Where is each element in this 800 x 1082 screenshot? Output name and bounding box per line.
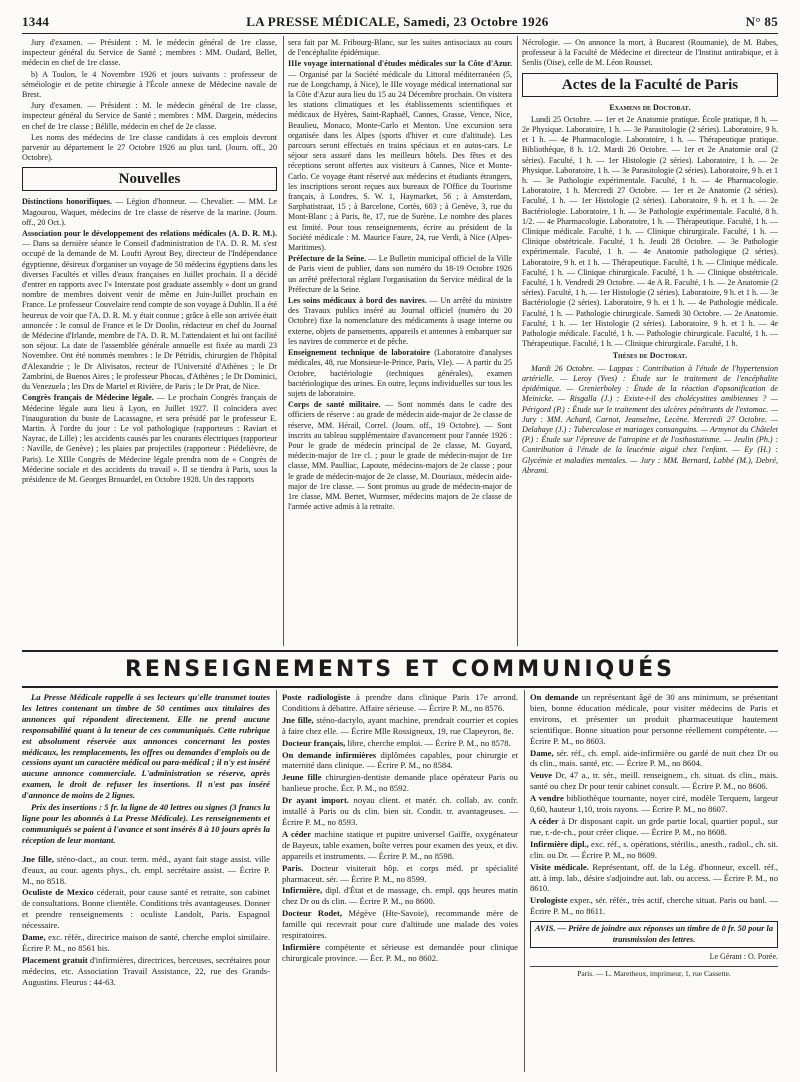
news-item-title: Corps de santé militaire. [288,400,381,410]
column-divider [276,690,277,1072]
news-item-title: Enseignement technique de laboratoire [288,348,430,358]
ads-price: Prix des insertions : 5 fr. la ligne de 40 lettres ou signes (3 francs la ligne pour les abonnés à La Presse Médicale). Les renseignements et communiqués se paient à l'avance et sont insérés 8 à 10 jours après la réception de leur montant. [22,802,270,845]
news-item-title: Association pour le développement des relations médicales (A. D. R. M.). [22,229,277,239]
column-divider [524,690,525,1072]
ad-title: Dame, [530,747,554,758]
thesis-schedule: Mardi 26 Octobre. — Lappas : Contribution à l'étude de l'hypertension artérielle. — Leroy (Yves) : Étude sur le traitement de l'encéphalite épidémique. — Grenierboley : Étude de la réaction d'opsonification de Meinicke. — Risgalla (J.) : Existe-t-il des cholécystites amibiennes ? — Périgord (P.) : Étude sur le traitement des ulcères pénétrants de l'estomac. — Jury : MM. Achard, Carnot, Jeanselme, Lecène. Mercredi 27 Octobre. — Delahaye (J.) : Tuberculose et mariages consanguins. — Armynot du Châtelet (P.) : Étude sur l'épreuve de l'atropine et de l'osthostatisme. — Jeulin (Ph.) : Contribution à l'étude de la leucémie aiguë chez l'enfant. — Ey (H.) : Glycémie et maladies mentales. — Jury : MM. Bernard, Labbé (M.), Debré, Abrami. [522,363,778,475]
ad-title: Visite médicale. [530,861,589,872]
classified-ad [530,839,778,861]
classified-ad [282,829,518,862]
ad-text: chirurgien-dentiste demande place opérateur Paris ou banlieue proche. Écr. P. M., no 8592. [282,772,518,794]
news-item-title: Congrès français de Médecine légale. [22,393,154,403]
ads-column-1 [22,692,270,1072]
ad-text: sér. réf., ch. empl. aide-infirmière ou gardé de nuit chez Dr ou ds clin., mais. santé, etc. — Écrire P. M., no 8604. [530,747,778,769]
column-divider [283,36,284,646]
classified-ad [282,772,518,794]
column-1 [22,38,277,645]
ad-title: Infirmière [282,941,321,952]
classified-ad [22,887,270,931]
ads-column-2 [282,692,518,1072]
news-item [288,400,512,512]
issue-number: N° 85 [745,14,778,29]
ad-title: Infirmière dipl., [530,838,589,849]
classified-ad [282,692,518,714]
ad-text: céderait, pour cause santé et retraite, son cabinet de consultations. Bonne clientèle. Conditions très avantageuses. Donner et prendre renseignements : oculiste Landolt, Paris. Espagnol nécessaire. [22,887,270,931]
classified-ad [530,816,778,838]
ad-text: bibliothèque tournante, noyer ciré, modèle Terquem, largeur 0,60, hauteur 1,10, trois rayons. — Écrire P. M., no 8607. [530,793,778,815]
ad-text: dipl. d'État et de massage, ch. empl. qqs heures matin chez Dr ou ds clin. — Écrire P. M., no 8600. [282,885,518,907]
ad-text: exc. référ., directrice maison de santé, cherche emploi similaire. Écrire P. M., no 8561 bis. [22,932,270,953]
nouvelles-title: Nouvelles [22,167,277,191]
ad-title: Oculiste de Mexico [22,887,94,898]
ad-title: Dr ayant import. [282,795,349,806]
journal-title: LA PRESSE MÉDICALE, Samedi, 23 Octobre 1926 [246,14,549,29]
news-item [22,197,277,228]
exam-schedule: Lundi 25 Octobre. — 1er et 2e Anatomie pratique. École pratique, 8 h. — 2e Physique. Laboratoire, 1 h. — 3e Parasitologie (2 séries). Laboratoire, 9 h. et 1 h. — 4e Pharmacologie. Laboratoire, 1 h. — Thérapeutique pratique. Bibliothèque, 8 h. 1/2. Mardi 26 Octobre. — 1er et 2e Anatomie oral (2 séries). Faculté, 1 h. — 1er Histologie (2 séries). Laboratoire, 1 h. — 2e Physique. Laboratoire, 1 h. — 3e Parasitologie (2 séries). Laboratoire, 9 h. et 1 h. — 3e Pathologie expérimentale. Faculté, 1 h. — 4e Pharmacologie. Laboratoire, 1 h. Mercredi 27 Octobre. — 1er et 2e Anatomie (2 séries). Faculté, 1 h. — 1er Histologie (2 séries). Laboratoire, 9 h. et 1 h. — 2e Bactériologie. Laboratoire, 1 h. — 3e Pathologie expérimentale. Faculté, 8 h. 1/2. — 4e Pharmacologie. Laboratoire, 1 h. — Thérapeutique. Faculté, 1 h. — Clinique médicale. Faculté, 1 h. — Clinique chirurgicale. Faculté, 1 h. — Clinique obstétricale. Faculté, 1 h. Jeudi 28 Octobre. — 3e Pathologie expérimentale. Faculté, 1 h. — 4e Anatomie pathologique (2 séries). Laboratoire, 9 h. et 1 h. — Thérapeutique. Faculté, 1 h. — Clinique médicale. Faculté, 1 h. — Clinique chirurgicale. Faculté, 1 h. — Clinique obstétricale. Faculté, 1 h. Vendredi 29 Octobre. — 4e A R. Faculté, 1 h. — 2e Anatomie (2 séries). Faculté, 1 h. — 1er Histologie (2 séries). Laboratoire, 9 h. et 1 h. — 3e Bactériologie (2 séries). Laboratoire, 9 h. et 1 h. — 4e Pathologie médicale. Faculté, 1 h. — Pathologie chirurgicale. Samedi 30 Octobre. — 2e Anatomie. Faculté, 1 h. — 1er Histologie (2 séries). Laboratoire, 9 h. et 1 h. — 4e Pathologie médicale. Faculté, 1 h. — Pathologie chirurgicale. Faculté, 1 h. — Thérapeutique. Faculté, 1 h. — Clinique chirurgicale. Faculté, 1 h. [522,114,778,349]
ad-text: libre, cherche emploi. — Écrire P. M., no 8578. [347,737,511,748]
news-item-text: sera fait par M. Fribourg-Blanc, sur les suites antisociaux au cours de l'encéphalite épidémique. [288,38,512,58]
news-item [288,348,512,399]
news-item-text: — Organisé par la Société médicale du Littoral méditerranéen (5, rue de Longchamp, à Nice), le IIIe voyage médical international sur la Côte d'Azur aura lieu du 15 au 24 Décembre prochain. On visitera les stations climatiques et les établissements scientifiques et médicaux de Hyères, Saint-Raphaël, Cannes, Grasse, Vence, Nice, Beaulieu, Monaco, Monte-Carlo et Menton. Une excursion sera organisée dans les Alpes (sports d'hiver et cure d'altitude). Les parcours seront effectués en trains spéciaux et en autos-cars. Le séjour sera assuré dans les meilleurs hôtels. Des fêtes et des réceptions seront offertes aux visiteurs à Cannes, Nice et Monte-Carlo. Ce voyage étant réservé aux médecins et étudiants étrangers, les inscriptions seront reçues aux bureaux de l'Office du Tourisme français, à Londres, S. W. 1, Haymarket, 56 ; à Amsterdam, Sarphatistraat, 15 ; à Barcelone, Cortès, 603 ; à Genève, 3, rue du Mont-Blanc ; à Paris, 8e, 17, rue de Surène. Le nombre des places est limité. Pour tous renseignements, écrire au président de la Société médicale : M. Maurice Faure, 24, rue Verdi, à Nice (Alpes-Maritimes). [288,69,512,253]
ad-title: Veuve [530,770,553,781]
ad-title: Jeune fille [282,772,322,783]
ad-title: Urologiste [530,895,568,906]
classified-ad [530,770,778,792]
ad-text: machine statique et pupitre universel Gaiffe, oxygénateur de Bayeux, table examen, boîte verres pour examen des yeux, et div. appareils et instruments. — Écrire P. M., no 8598. [282,828,518,861]
classified-ad [282,715,518,737]
classified-ad [530,862,778,895]
ad-title: Infirmière, [282,885,323,896]
column-2 [288,38,512,645]
news-item [288,59,512,253]
ad-title: Jne fille, [282,714,314,725]
ad-text: à prendre dans clinique Paris 17e arrond. Conditions à débattre. Affaire sérieuse. — Écrire P. M., no 8576. [282,692,518,713]
classified-ad [282,885,518,907]
news-item [288,38,512,58]
ad-title: A céder [282,828,312,839]
classified-ad [282,795,518,828]
ad-text: sténo-dact., au cour. term. méd., ayant fait stage assist. ville d'eaux, au cour. agents phys., ch. empl. secrétaire assist. — Écrire P. M., no 8518. [22,853,270,886]
ad-title: A vendre [530,793,564,804]
classified-ad [282,750,518,772]
ad-title: Jne fille, [22,853,54,864]
ad-text: exper., sér. référ., très actif, cherche situat. Paris ou banl. — Écrire P. M., no 8611. [530,895,778,917]
news-item-text: — Légion d'honneur. — Chevalier. — MM. Le Magourou, Waquet, médecins de 1re classe de réserve de la marine. (Journ. off., 20 Oct.). [22,197,277,227]
ads-column-3 [530,692,778,1074]
classified-ad [22,854,270,887]
ads-intro: La Presse Médicale rappelle à ses lecteurs qu'elle transmet toutes les lettres contenant un timbre de 50 centimes aux titulaires des annonces qui répondent directement. Elle ne prend aucune responsabilité quant à la teneur de ces communiqués. Cette rubrique est absolument réservée aux annonces concernant les postes médicaux, les remplacements, les offres ou demandes d'emplois ou de cessions ayant un caractère médical ou para-médical ; il n'y est inséré aucune annonce commerciale. L'administration se réserve, après examen, le droit de refuser les insertions. Il n'est pas inséré d'annonce de moins de 2 lignes. [22,692,270,801]
ad-title: On demande infirmières [282,749,377,760]
column-divider [517,36,518,646]
ad-text: diplômées capables, pour chirurgie et maternité dans clinique. — Écrire P. M., no 8584. [282,749,518,771]
news-item-text: — Le Bulletin municipal officiel de la Ville de Paris vient de publier, dans son numéro du 18-19 Octobre 1926 un arrêté préfectoral réglant l'organisation du Service médical de la Préfecture de la Seine. [288,254,512,294]
ad-text: Représentant, off. de la Lég. d'honneur, excell. réf., att. à imp. lab., désire s'adjoindre aut. lab. ou access. — Écrire P. M., no 8610. [530,861,778,894]
classified-ad [282,908,518,941]
ad-text: exc. réf., s. opérations, stérilis., anesth., radiol., ch. sit. clin. ou Dr. — Écrire P. M., no 8609. [530,838,778,860]
thesis-subtitle: Thèses de Doctorat. [612,351,688,361]
gerant-line: Le Gérant : O. Porée. [709,952,778,962]
page-number: 1344 [22,14,50,29]
ad-title: On demande [530,692,579,702]
ad-text: sténo-dactylo, ayant machine, prendrait courrier et copies à faire chez elle. — Écrire Mlle Rossigneux, 19, rue Clapeyron, 8e. [282,714,518,736]
news-item-text: — Sont nommés dans le cadre des officiers de réserve : au grade de médecin aide-major de 2e classe de réserve, MM. Hérail, Correl. (Journ. off., 19 Octobre). — Sont inscrits au tableau supplémentaire d'avancement pour l'année 1926 : Pour le grade de médecin principal de 2e classe, M. Guyard, médecin-major de 1re cl. ; pour le grade de médecin-major de 1re classe, MM. Paulliac, Lapoute, médecins-majors de 2e classe ; pour le grade de médecin-major de 2e classe, M. Douriaux, médecin aide-major de 1re classe. — Sont promus au grade de médecin-major de 1re classe, MM. Bertet, Wurmser, médecins majors de 2e classe de l'armée active admis à la retraite. [288,400,512,512]
paragraph: Jury d'examen. — Président : M. le médecin général de 1re classe, inspecteur général du Service de Santé ; membres : MM. Dargein, médecins en chef de 1re classe ; Bélille, médecin en chef de 2e classe. [22,101,277,131]
ad-title: Placement gratuit [22,954,88,965]
ad-text: Docteur visiterait hôp. et corps méd. pr spécialité pharmaceut. sér. — Écrire P. M., no 8599. [282,862,518,884]
news-item [22,393,277,485]
ad-title: Dame, [22,932,46,943]
news-item [288,254,512,295]
ad-text: d'infirmières, directrices, berceuses, secrétaires pour médecins, etc. Association Travail Assistance, 22, rue des Grands-Augustins. Fleurus : 44-63. [22,954,270,987]
ad-text: noyau client. et matér. ch. collab. av. confr. installé à Paris ou ds clin. bien sit. Condit. tr. avantageuses. — Écrire P. M., no 8593. [282,795,518,827]
ad-title: Paris. [282,862,304,873]
ad-title: Poste radiologiste [282,692,351,702]
paragraph: Les noms des médecins de 1re classe candidats à ces emplois devront parvenir au département le 27 Octobre 1926 au plus tard. (Journ. off., 20 Octobre). [22,132,277,163]
classified-ad [282,738,518,749]
news-item-text: (Laboratoire d'analyses médicales, 48, rue Monsieur-le-Prince, Paris, VIe). — A partir du 25 Octobre, bactériologie (techniques générales), examen bactériologique des urines. En outre, leçons individuelles sur tous les sujets de laboratoire. [288,348,512,398]
paragraph: b) A Toulon, le 4 Novembre 1926 et jours suivants : professeur de séméiologie et de petite chirurgie à l'École annexe de Médecine navale de Brest. [22,69,277,100]
news-item [22,229,277,392]
news-item-title: Préfecture de la Seine. [288,254,367,264]
news-item-title: Les soins médicaux à bord des navires. [288,296,427,306]
ad-title: Docteur français, [282,737,346,748]
classified-ad [282,942,518,964]
news-item-title: IIIe voyage international d'études médicales sur la Côte d'Azur. [288,59,512,69]
classified-ad [530,692,778,747]
paragraph: Jury d'examen. — Président : M. le médecin général de 1re classe, inspecteur général du Service de Santé ; membres : MM. Oudard, Bellet, médecin en chef de 1re classe. [22,38,277,68]
page-header [22,10,778,34]
news-item-text: — Un arrêté du ministre des Travaux publics inséré au Journal officiel (numéro du 20 Octobre) fixe la nomenclature des médicaments à usage interne ou externe, objets de pansements, appareils et antennes à embarquer sur les navires de commerce et de pêche. [288,296,512,346]
news-item-title: Distinctions honorifiques. [22,197,112,207]
ad-title: A céder [530,815,559,826]
ad-text: à Dr disposant capit. un grde partie local, quartier popul., sur rue, r.-de-ch., pour créer clique. — Écrire P. M., no 8608. [530,815,778,837]
news-item-text: — Le prochain Congrès français de Médecine légale aura lieu à Lyon, en Juillet 1927. Il coïncidera avec l'inauguration du buste de Lacassagne, et sera présidé par le professeur E. Martin. À l'ordre du jour : Le vol pathologique (rapporteurs : Raviart et Nayrac, de Lille) ; les accidents causés par les courants électriques (rapporteur : Naville, de Genève) ; les plaies par projectiles (rapporteur : Piédelièvre, de Paris). Le XIIIe Congrès de Médecine légale prendra nom de « Congrès de Médecine sociale et des accidents du travail ». Il se tiendra à Paris, sous la présidence de M. Georges Brouardel, en Octobre 1928. Un des rapports [22,393,277,484]
ad-text: Mégève (Hte-Savoie), recommande mère de famille qui recevrait pour cure d'altitude une malade des voies respiratoires. [282,908,518,941]
classified-ad [282,863,518,885]
ad-title: Docteur Rodet, [282,908,342,919]
classified-ad [22,955,270,988]
classified-ad [530,895,778,917]
classified-ad [530,793,778,815]
column-3 [522,38,778,645]
faculty-title: Actes de la Faculté de Paris [522,73,778,97]
classified-ad [530,748,778,770]
ad-text: compétente et sérieuse est demandée pour clinique chirurgicale province. — Écr. P. M., no 8602. [282,941,518,963]
classified-ad [22,932,270,954]
printer-line: Paris. — L. Maretheux, imprimeur, 1, rue Cassette. [530,966,778,980]
news-item [288,296,512,347]
necrology: Nécrologie. — On annonce la mort, à Bucarest (Roumanie), de M. Babes, professeur à la Faculté de Médecine et directeur de l'Institut antirabique, et à Senlis (Oise), celle de M. Léon Rousset. [522,38,778,68]
communiques-banner: RENSEIGNEMENTS ET COMMUNIQUÉS [22,650,778,688]
exam-subtitle: Examens de Doctorat. [609,102,691,112]
avis-box: AVIS. — Prière de joindre aux réponses un timbre de 0 fr. 50 pour la transmission des lettres. [530,921,778,948]
ad-text: Dr, 47 a., tr. sér., meill. renseignem., ch. situat. ds clin., mais. santé ou chez Dr pour tenir cabinet consult. — Écrire P. M., no 8606. [530,770,778,792]
news-item-text: — Dans sa dernière séance le Conseil d'administration de l'A. D. R. M. s'est occupé de la demande de M. Loufti Ayrout Bey, directeur de l'Indépendance égyptienne, désireux d'organiser un voyage de 50 médecins égyptiens dans les diverses Facultés et villes d'eaux françaises en Juillet prochain. Il a décidé d'entrer en rapports avec l'« Interstate post graduate assembly » dont un grand nombre de membres doivent venir de même en Juin-Juillet prochain en France. Le professeur Couvelaire rend compte de son voyage à Dublin. Il a été heureux de voir que l'A. D. R. M. y était connue ; grâce à elle son arrivée était annoncée : le consul de France et le Dr Doolin, rédacteur en chef du Journal de Médecine d'Irlande, membre de l'A. D. R. M. l'attendaient et lui ont facilité son séjour. La date de l'assemblée générale annuelle est fixée au mardi 23 Novembre. Ont été nommés membres : le Dr Pétridis, chirurgien de l'hôpital d'Alexandrie ; le Dr Alivisatos, recteur de l'Université d'Athènes ; le Dr Zambrini, de Buenos Aires ; le professeur Phocas, d'Athènes ; le Dr Dominici, du Venezuela ; les Drs de Martel et Rivière, de Paris ; le Dr Prat, de Nice. [22,239,277,392]
ad-text: un représentant âgé de 30 ans minimum, se présentant bien, bonne éducation médicale, pour visiter médecins de Paris et environs, et présenter un produit pharmaceutique hautement scientifique. Bonne situation pour personne réellement compétente. — Écrire P. M., no 8603. [530,692,778,746]
